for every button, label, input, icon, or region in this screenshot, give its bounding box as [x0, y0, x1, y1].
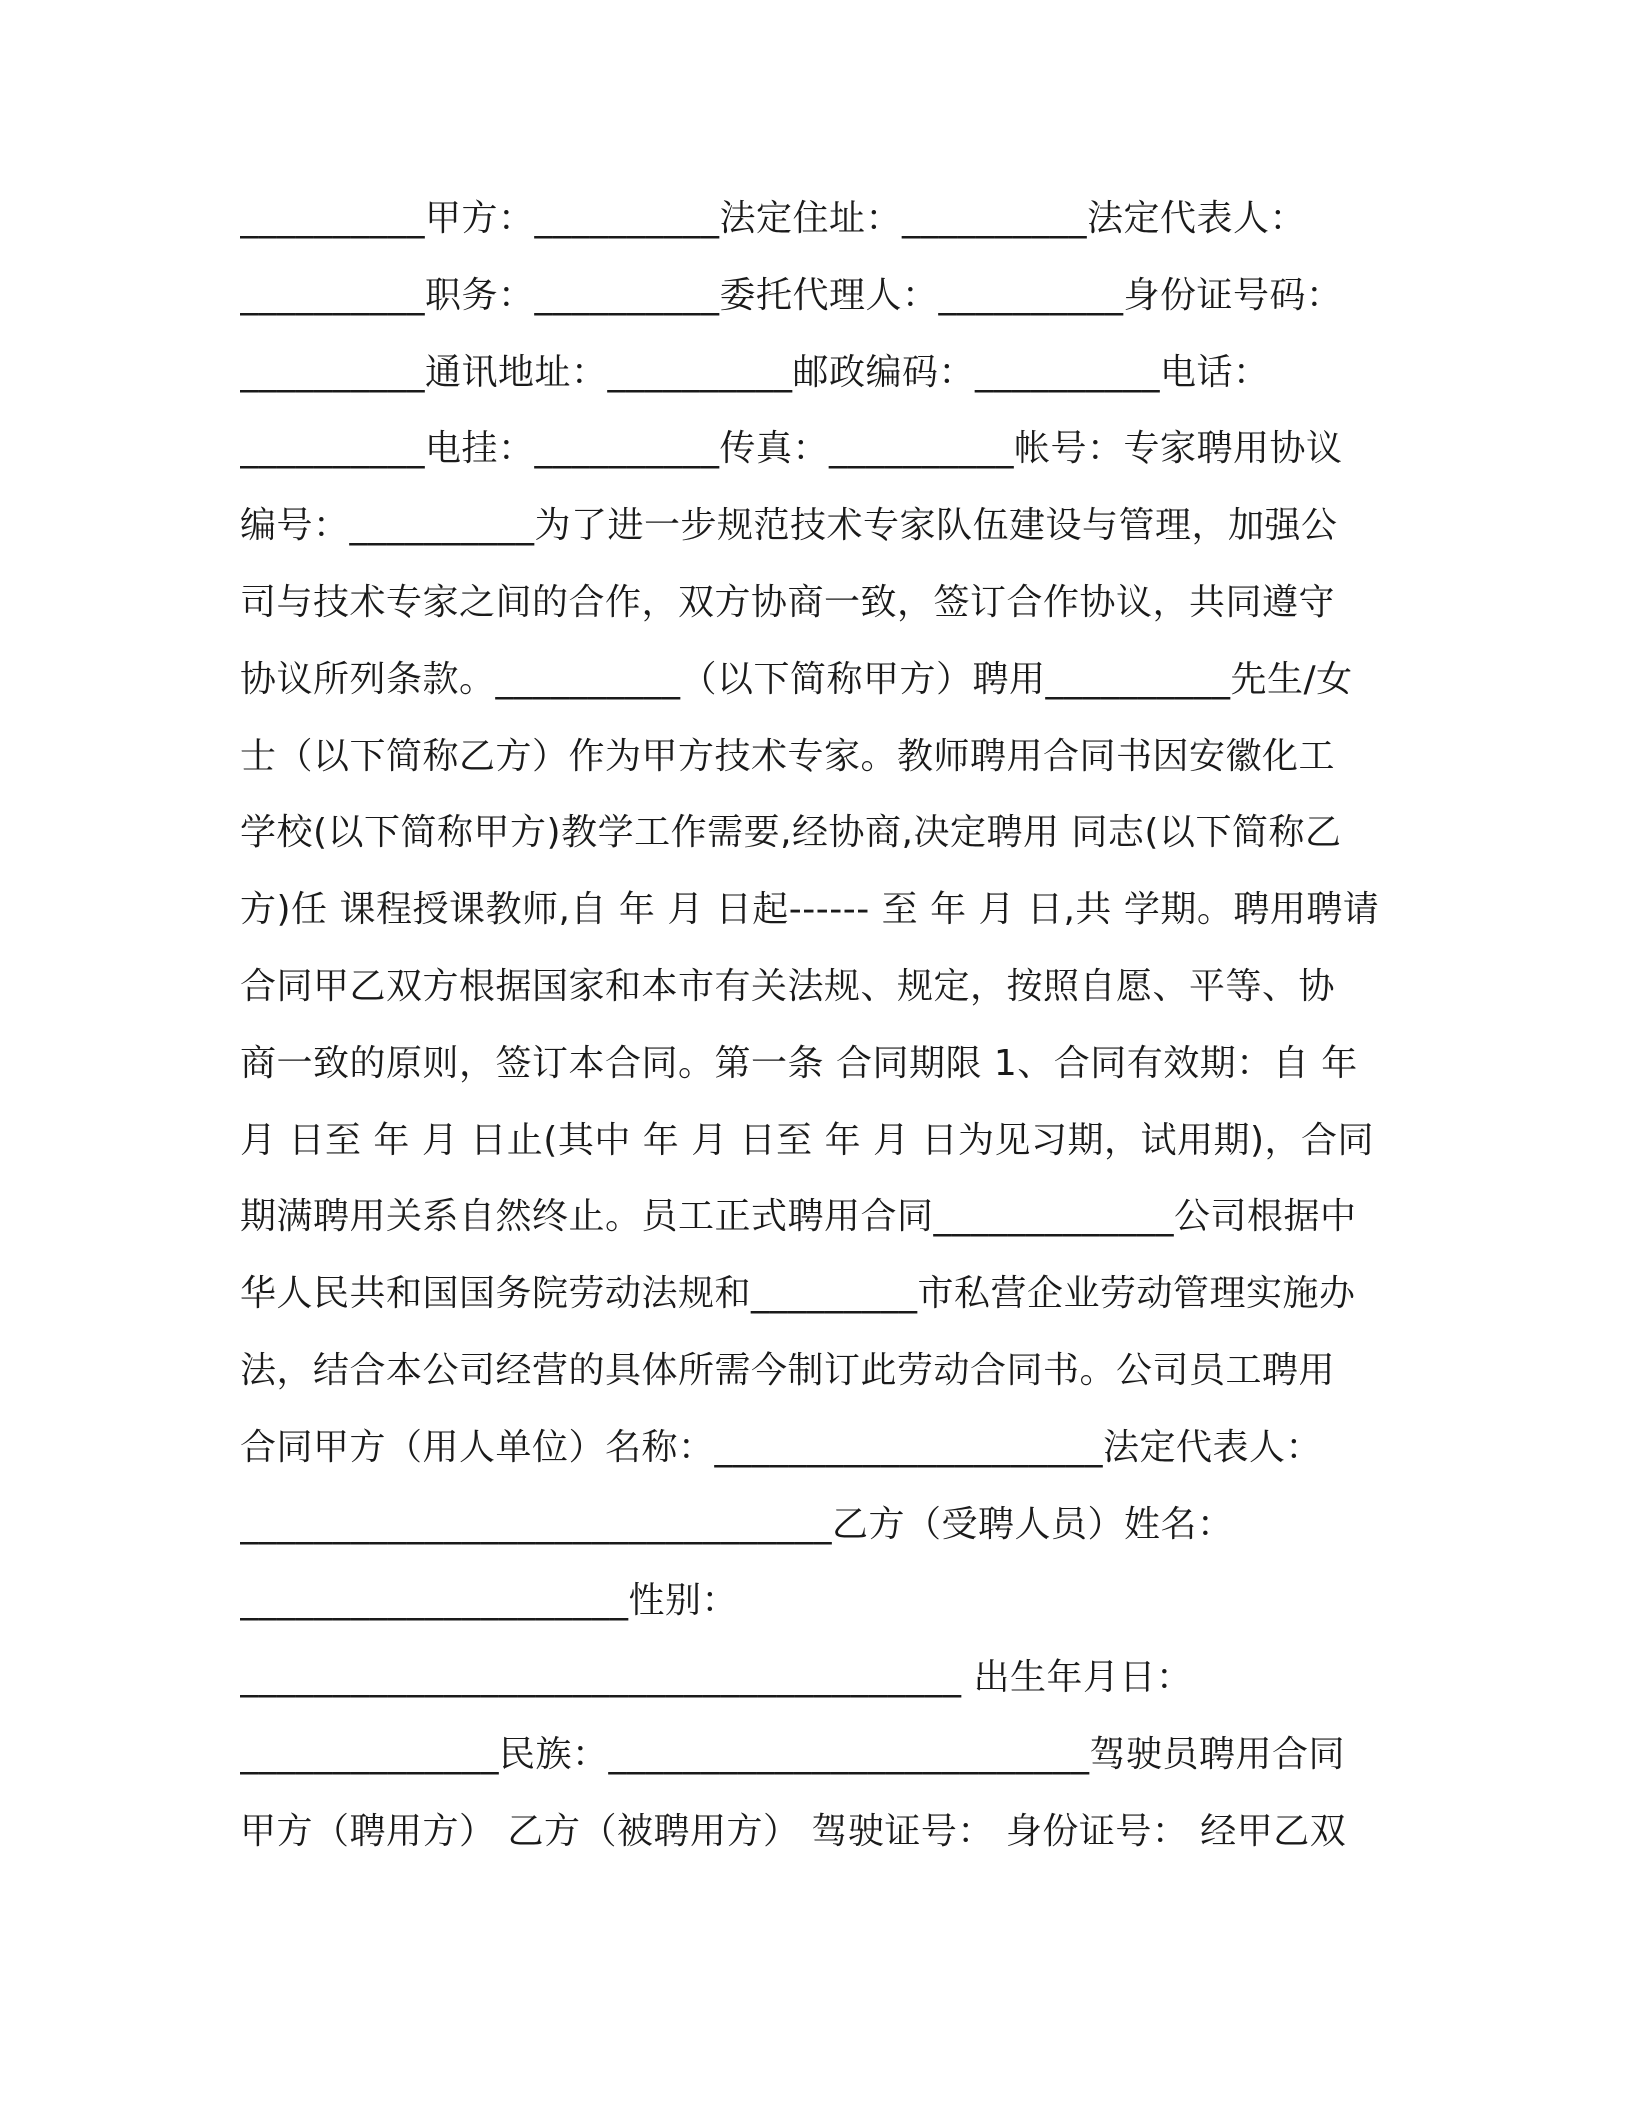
text-line: 合同甲乙双方根据国家和本市有关法规、规定，按照自愿、平等、协: [240, 965, 1336, 1007]
text-line: 合同甲方（用人单位）名称：_____________________法定代表人：: [240, 1426, 1323, 1468]
text-line: 期满聘用关系自然终止。员工正式聘用合同_____________公司根据中: [240, 1196, 1357, 1238]
text-line: 华人民共和国国务院劳动法规和_________市私营企业劳动管理实施办: [240, 1273, 1356, 1315]
text-line: _______________________________________ 出生年月日：: [240, 1657, 1193, 1699]
text-line: ______________民族：__________________________驾驶员聘用合同: [240, 1733, 1346, 1775]
text-line: 编号：__________为了进一步规范技术专家队伍建设与管理，加强公: [240, 505, 1338, 547]
text-line: 司与技术专家之间的合作，双方协商一致，签订合作协议，共同遵守: [240, 581, 1336, 623]
text-line: 学校(以下简称甲方)教学工作需要,经协商,决定聘用 同志(以下简称乙: [240, 812, 1342, 854]
contract-body-text: [240, 186, 1400, 1876]
text-line: 月 日至 年 月 日止(其中 年 月 日至 年 月 日为见习期，试用期)，合同: [240, 1119, 1375, 1161]
text-line: __________通讯地址：__________邮政编码：__________电话：: [240, 351, 1270, 393]
text-line: __________职务：__________委托代理人：__________身份证号码：: [240, 274, 1343, 316]
text-line: ________________________________乙方（受聘人员）姓名：: [240, 1503, 1234, 1545]
text-line: 协议所列条款。__________（以下简称甲方）聘用__________先生/女: [240, 658, 1353, 700]
text-line: 甲方（聘用方） 乙方（被聘用方） 驾驶证号： 身份证号： 经甲乙双: [240, 1810, 1347, 1852]
text-line: _____________________性别：: [240, 1580, 739, 1622]
text-line: __________电挂：__________传真：__________帐号：专家聘用协议: [240, 428, 1343, 470]
text-line: __________甲方：__________法定住址：__________法定代表人：: [240, 198, 1307, 239]
text-line: 商一致的原则，签订本合同。第一条 合同期限 1、合同有效期：自 年: [240, 1042, 1358, 1084]
text-line: 士（以下简称乙方）作为甲方技术专家。教师聘用合同书因安徽化工: [240, 735, 1336, 777]
text-line: 法，结合本公司经营的具体所需今制订此劳动合同书。公司员工聘用: [240, 1349, 1336, 1391]
text-line: 方)任 课程授课教师,自 年 月 日起------ 至 年 月 日,共 学期。聘用聘请: [240, 889, 1380, 931]
